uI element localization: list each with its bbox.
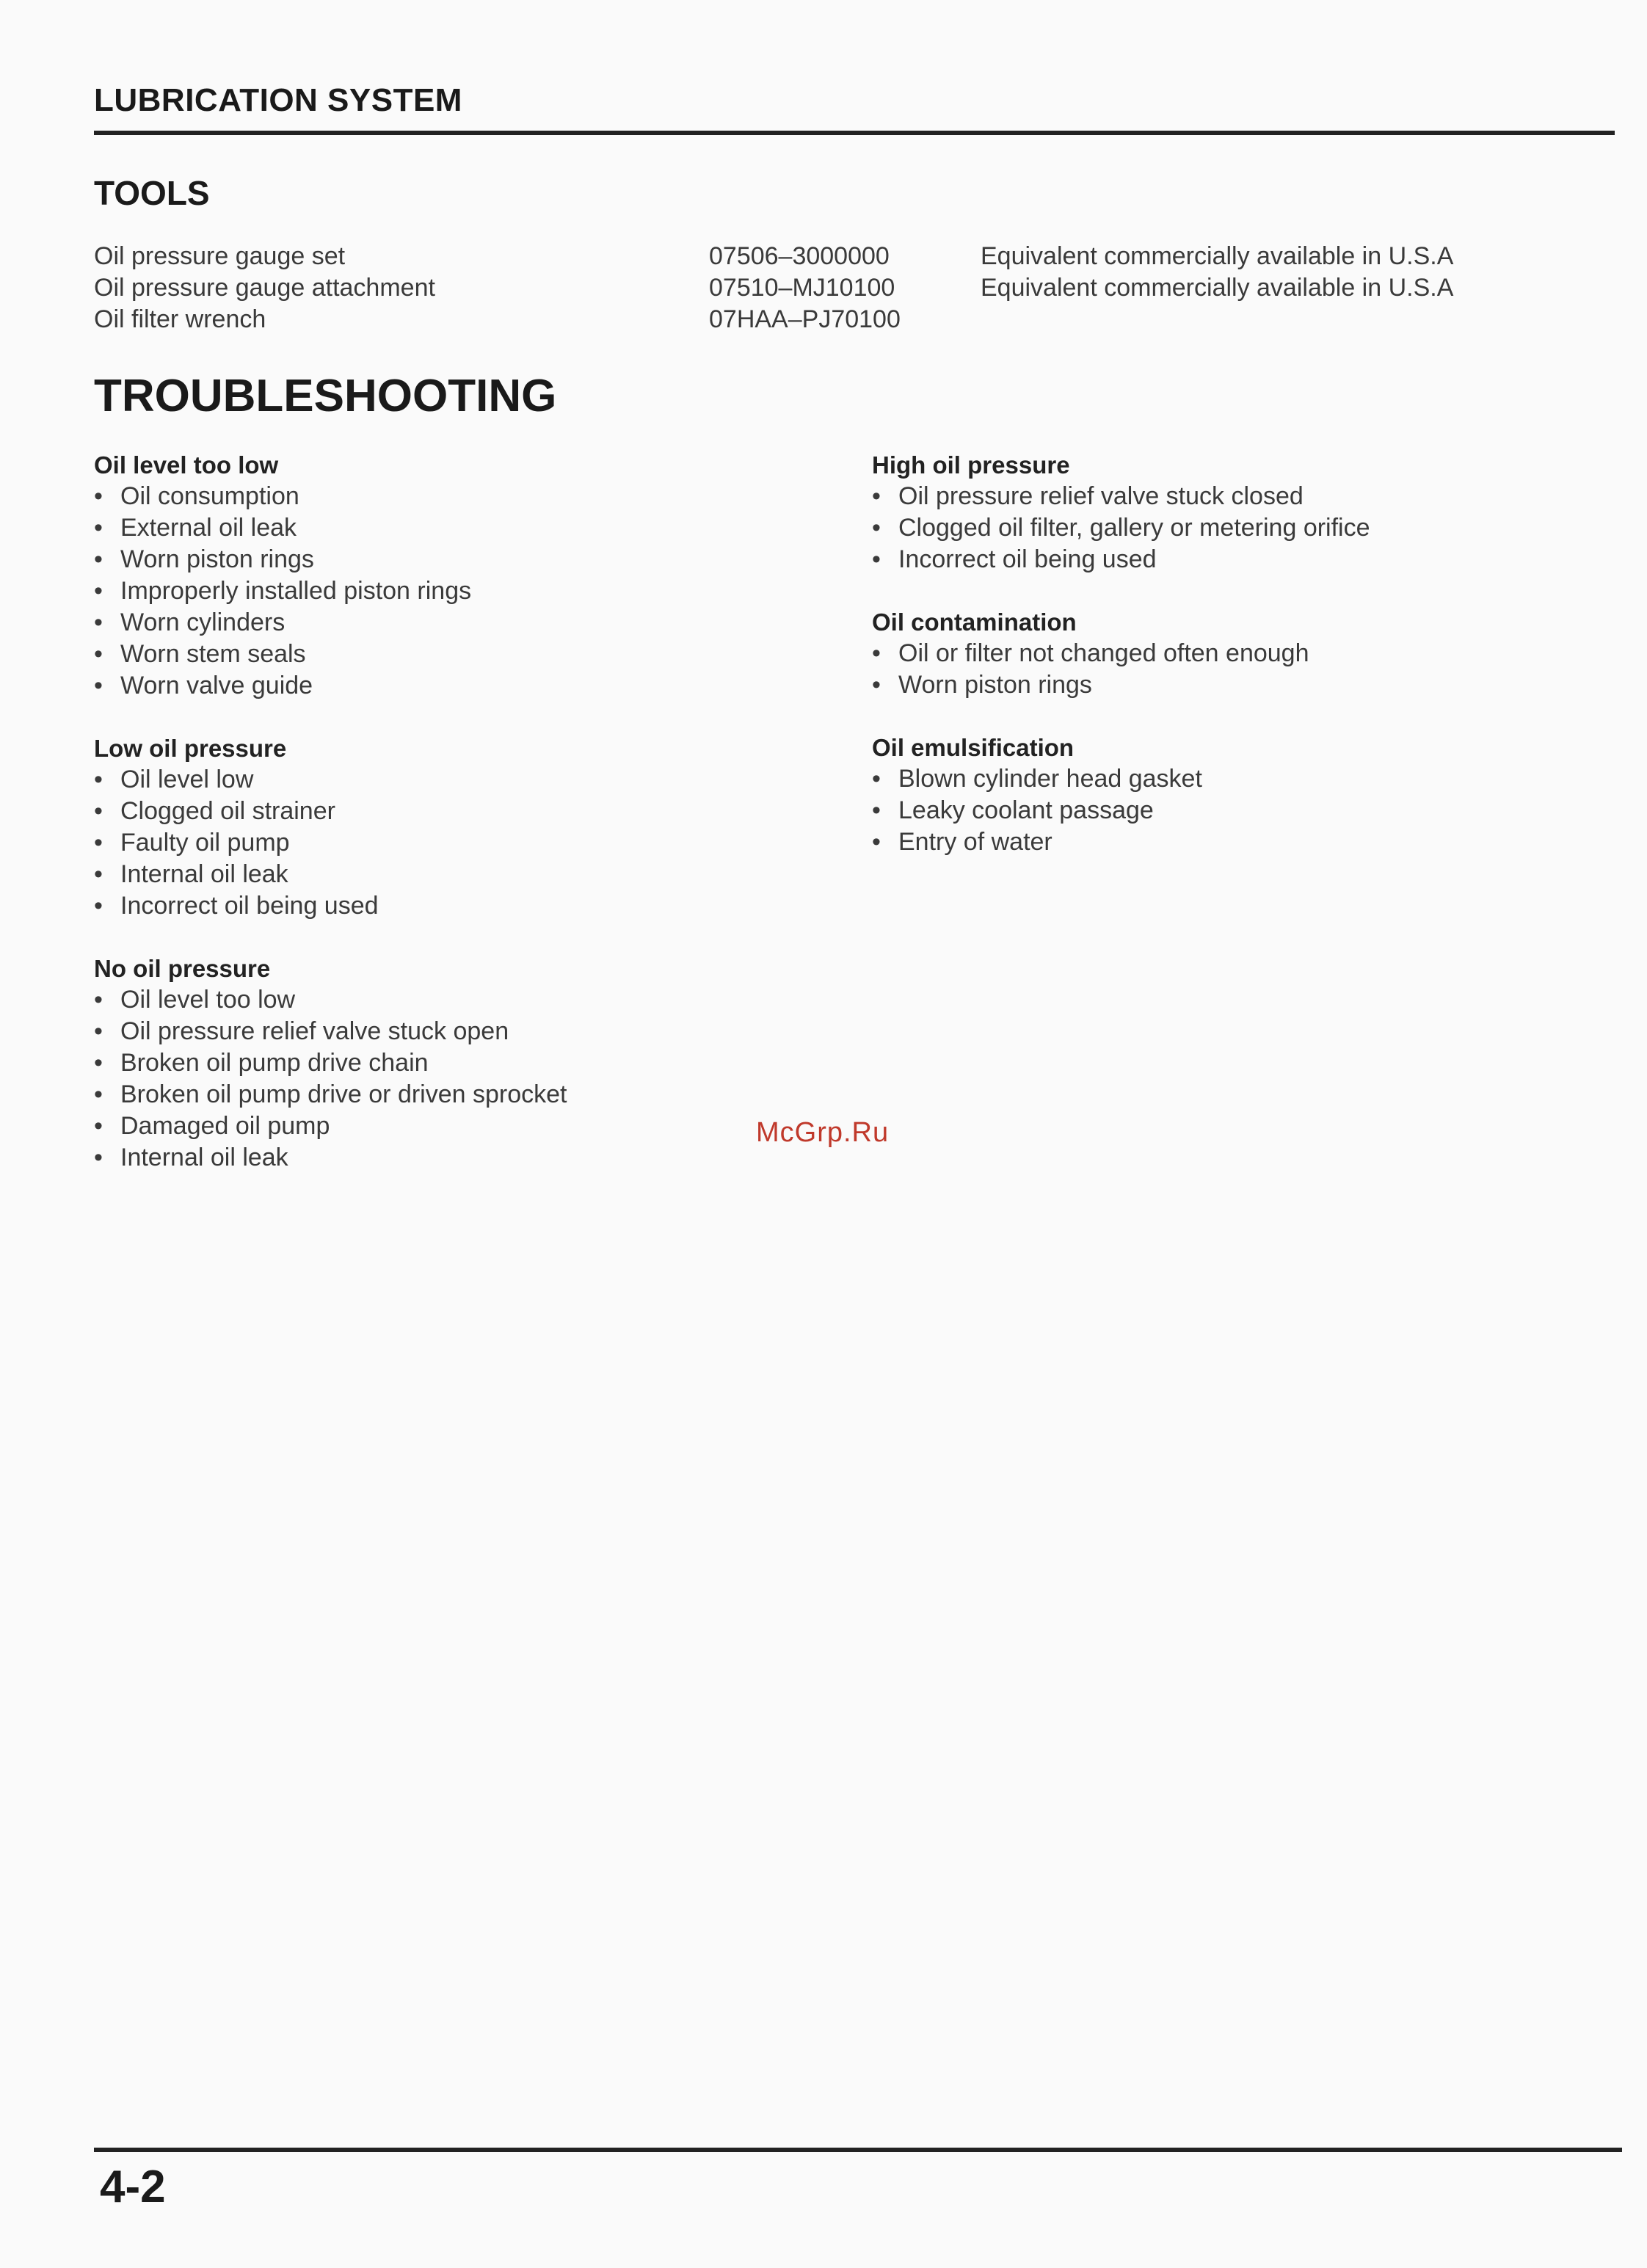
bullet-icon: •	[872, 482, 881, 510]
trouble-group-title: High oil pressure	[872, 451, 1070, 479]
bullet-icon: •	[872, 671, 881, 699]
list-item-text: Worn piston rings	[120, 545, 314, 573]
bullet-icon: •	[94, 892, 103, 920]
bullet-icon: •	[94, 545, 103, 573]
tool-name: Oil pressure gauge set	[94, 242, 346, 270]
bullet-icon: •	[94, 577, 103, 605]
troubleshooting-right-column	[872, 449, 1370, 889]
tool-note: Equivalent commercially available in U.S.A	[981, 274, 1454, 302]
list-item	[872, 669, 1370, 701]
header-rule	[94, 131, 1615, 135]
bullet-icon: •	[872, 765, 881, 793]
bullet-icon: •	[94, 797, 103, 825]
watermark-text: McGrp.Ru	[756, 1117, 890, 1148]
list-item-text: Incorrect oil being used	[120, 892, 379, 920]
list-item	[94, 859, 567, 890]
list-item	[872, 481, 1370, 512]
bullet-icon: •	[872, 514, 881, 542]
list-item-text: Oil level low	[120, 766, 254, 793]
bullet-icon: •	[872, 545, 881, 573]
list-item-text: Incorrect oil being used	[898, 545, 1157, 573]
trouble-group-title: Oil contamination	[872, 608, 1077, 636]
list-item	[872, 512, 1370, 544]
bullet-icon: •	[94, 1017, 103, 1045]
section-header-title: LUBRICATION SYSTEM	[94, 82, 462, 118]
trouble-group	[872, 606, 1370, 701]
bullet-icon: •	[94, 766, 103, 793]
trouble-group	[94, 449, 567, 702]
list-item	[94, 1111, 567, 1142]
list-item-text: Oil pressure relief valve stuck open	[120, 1017, 509, 1045]
list-item-text: Oil consumption	[120, 482, 299, 510]
list-item-text: Faulty oil pump	[120, 829, 290, 857]
list-item-text: Broken oil pump drive or driven sprocket	[120, 1080, 567, 1108]
bullet-icon: •	[94, 514, 103, 542]
list-item	[872, 544, 1370, 575]
bullet-icon: •	[94, 1049, 103, 1077]
list-item-text: Worn cylinders	[120, 608, 286, 636]
list-item	[94, 796, 567, 827]
list-item	[872, 826, 1370, 858]
list-item	[94, 1047, 567, 1079]
list-item-text: Damaged oil pump	[120, 1112, 330, 1140]
list-item	[94, 764, 567, 796]
list-item-text: Clogged oil filter, gallery or metering orifice	[898, 514, 1370, 542]
bullet-icon: •	[94, 1112, 103, 1140]
list-item	[94, 607, 567, 639]
list-item	[94, 544, 567, 575]
tool-part-number: 07HAA–PJ70100	[709, 305, 901, 333]
list-item-text: Worn valve guide	[120, 672, 313, 699]
bullet-icon: •	[94, 986, 103, 1014]
list-item-text: External oil leak	[120, 514, 297, 542]
list-item-text: Entry of water	[898, 828, 1052, 856]
bullet-icon: •	[94, 608, 103, 636]
tool-note: Equivalent commercially available in U.S.A	[981, 242, 1454, 270]
list-item	[94, 984, 567, 1016]
list-item	[94, 512, 567, 544]
tool-name: Oil filter wrench	[94, 305, 266, 333]
bullet-icon: •	[94, 829, 103, 857]
list-item-text: Internal oil leak	[120, 860, 288, 888]
tool-name: Oil pressure gauge attachment	[94, 274, 435, 302]
list-item	[94, 670, 567, 702]
trouble-group-title: Oil level too low	[94, 451, 279, 479]
list-item-text: Clogged oil strainer	[120, 797, 335, 825]
bullet-icon: •	[94, 640, 103, 668]
bullet-icon: •	[872, 639, 881, 667]
list-item-text: Leaky coolant passage	[898, 796, 1154, 824]
trouble-group-title: Oil emulsification	[872, 734, 1075, 761]
bullet-icon: •	[94, 482, 103, 510]
bullet-icon: •	[94, 860, 103, 888]
trouble-group	[872, 732, 1370, 858]
footer-rule	[94, 2148, 1622, 2152]
trouble-group	[94, 953, 567, 1174]
list-item-text: Broken oil pump drive chain	[120, 1049, 429, 1077]
list-item-text: Oil level too low	[120, 986, 296, 1014]
list-item	[94, 639, 567, 670]
troubleshooting-heading: TROUBLESHOOTING	[94, 371, 557, 421]
bullet-icon: •	[872, 796, 881, 824]
list-item-text: Worn piston rings	[898, 671, 1092, 699]
list-item	[94, 890, 567, 922]
list-item-text: Oil or filter not changed often enough	[898, 639, 1309, 667]
list-item	[94, 575, 567, 607]
troubleshooting-left-column	[94, 449, 567, 1204]
list-item-text: Improperly installed piston rings	[120, 577, 472, 605]
trouble-group	[872, 449, 1370, 575]
tool-part-number: 07510–MJ10100	[709, 274, 895, 302]
list-item	[94, 1079, 567, 1111]
bullet-icon: •	[94, 672, 103, 699]
bullet-icon: •	[94, 1144, 103, 1171]
bullet-icon: •	[872, 828, 881, 856]
list-item	[872, 795, 1370, 826]
list-item	[872, 763, 1370, 795]
bullet-icon: •	[94, 1080, 103, 1108]
trouble-group-title: No oil pressure	[94, 955, 271, 982]
trouble-group-title: Low oil pressure	[94, 735, 287, 762]
list-item-text: Worn stem seals	[120, 640, 306, 668]
list-item	[94, 827, 567, 859]
trouble-group	[94, 733, 567, 922]
tools-heading: TOOLS	[94, 174, 210, 212]
list-item	[872, 638, 1370, 669]
list-item	[94, 481, 567, 512]
tool-part-number: 07506–3000000	[709, 242, 890, 270]
list-item-text: Oil pressure relief valve stuck closed	[898, 482, 1304, 510]
list-item	[94, 1016, 567, 1047]
list-item	[94, 1142, 567, 1174]
list-item-text: Internal oil leak	[120, 1144, 288, 1171]
page-number: 4-2	[100, 2162, 166, 2212]
list-item-text: Blown cylinder head gasket	[898, 765, 1202, 793]
